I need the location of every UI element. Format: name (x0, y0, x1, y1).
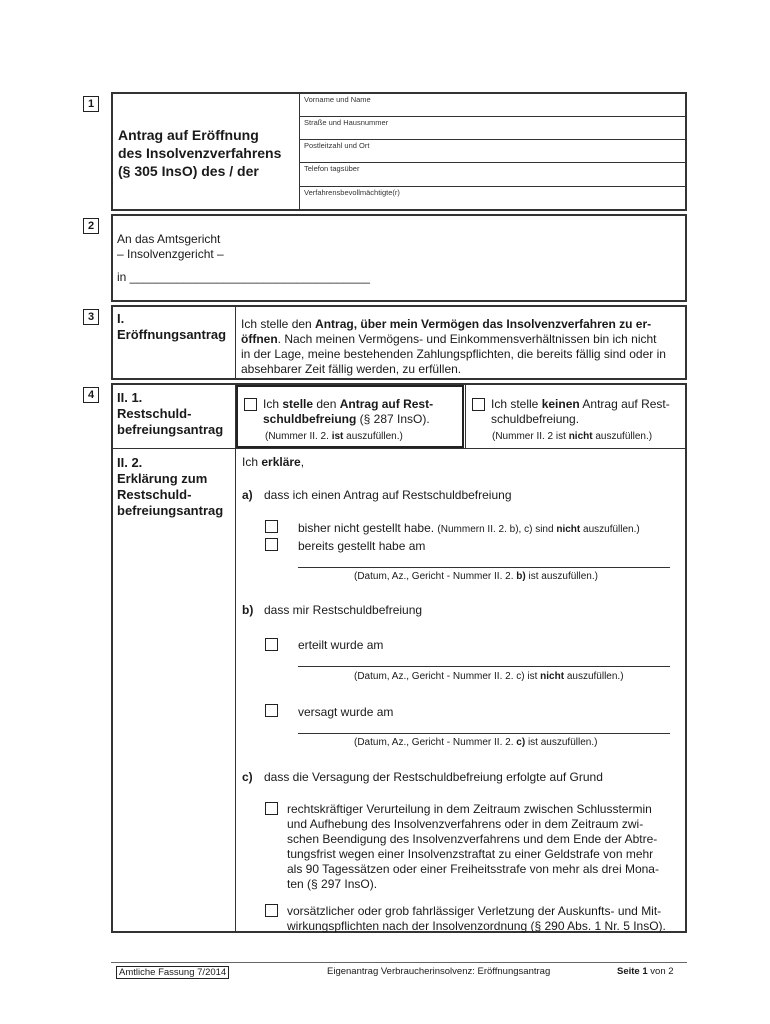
section-3-label: I. Eröffnungsantrag (117, 311, 227, 342)
already-filed-date-field[interactable] (298, 567, 670, 568)
no-rsb-request-checkbox[interactable] (472, 398, 485, 411)
already-filed-checkbox[interactable] (265, 538, 278, 551)
item-b-text: dass mir Restschuldbefreiung (264, 603, 423, 617)
criminal-conviction-checkbox[interactable] (265, 802, 278, 815)
declaration-intro: Ich erkläre, (242, 455, 305, 469)
duty-violation-checkbox[interactable] (265, 904, 278, 917)
request-rsb-text: Ich stelle den Antrag auf Rest- schuldbefreiung (§ 287 InsO). (263, 397, 434, 426)
item-b-letter: b) (242, 603, 254, 617)
court-address: An das Amtsgericht – Insolvenzgericht – (117, 232, 224, 261)
already-filed-note: (Datum, Az., Gericht - Nummer II. 2. b) ist auszufüllen.) (354, 571, 598, 582)
duty-violation-text: vorsätzlicher oder grob fahrlässiger Verletzung der Auskunfts- und Mit- wirkungspflichten nach der Insolvenzordnung (§ 290 Abs. 1 Nr. 5 InsO). (287, 904, 666, 933)
denied-text: versagt wurde am (298, 705, 394, 719)
version-badge: Amtliche Fassung 7/2014 (116, 966, 229, 979)
street-field[interactable]: Straße und Hausnummer (304, 118, 389, 127)
section-ii1-label: II. 1. Restschuld- befreiungsantrag (117, 390, 224, 437)
page-number: Seite 1 von 2 (617, 966, 674, 977)
item-c-letter: c) (242, 770, 253, 784)
opening-request-text: Ich stelle den Antrag, über mein Vermögen das Insolvenzverfahren zu er- öffnen. Nach meinen Vermögens- und Einkommensverhältnissen bin ich nicht in der Lage, meine bestehenden Zahlungspflichten, die bereits fällig sind oder in absehbarer Zeit fällig werden, zu erfüllen. (241, 317, 666, 376)
granted-text: erteilt wurde am (298, 638, 384, 652)
criminal-conviction-text: rechtskräftiger Verurteilung in dem Zeitraum zwischen Schlusstermin und Aufhebung des Insolvenzverfahrens oder in dem Zeitraum zwi- schen Beendigung des Insolvenzverfahrens und dem Ende der Abtre- tungsfrist wegen einer Insolvenzstraftat zu einer Geldstrafe von mehr als 90 Tagessätzen oder einer Freiheitsstrafe von mehr als drei Mona- ten (§ 297 InsO). (287, 802, 659, 891)
form-title: Antrag auf Eröffnung des Insolvenzverfahrens (§ 305 InsO) des / der (118, 127, 282, 179)
denied-checkbox[interactable] (265, 704, 278, 717)
name-field[interactable]: Vorname und Name (304, 95, 371, 104)
granted-date-field[interactable] (298, 666, 670, 667)
granted-checkbox[interactable] (265, 638, 278, 651)
section-number-3: 3 (83, 309, 99, 325)
court-location-field[interactable]: in ____________________________________ (117, 270, 370, 284)
footer-title: Eigenantrag Verbraucherinsolvenz: Eröffnungsantrag (327, 966, 551, 977)
already-filed-text: bereits gestellt habe am (298, 539, 426, 553)
phone-field[interactable]: Telefon tagsüber (304, 164, 360, 173)
no-rsb-request-note: (Nummer II. 2 ist nicht auszufüllen.) (492, 431, 653, 442)
request-rsb-checkbox[interactable] (244, 398, 257, 411)
denied-date-field[interactable] (298, 733, 670, 734)
denied-note: (Datum, Az., Gericht - Nummer II. 2. c) ist auszufüllen.) (354, 737, 598, 748)
granted-note: (Datum, Az., Gericht - Nummer II. 2. c) ist nicht auszufüllen.) (354, 671, 624, 682)
section-ii2-label: II. 2. Erklärung zum Restschuld- befreiungsantrag (117, 455, 224, 518)
item-a-letter: a) (242, 488, 253, 502)
not-filed-checkbox[interactable] (265, 520, 278, 533)
representative-field[interactable]: Verfahrensbevollmächtigte(r) (304, 188, 400, 197)
request-rsb-note: (Nummer II. 2. ist auszufüllen.) (265, 431, 403, 442)
section-number-4: 4 (83, 387, 99, 403)
section-number-1: 1 (83, 96, 99, 112)
item-c-text: dass die Versagung der Restschuldbefreiung erfolgte auf Grund (264, 770, 603, 784)
not-filed-text: bisher nicht gestellt habe. (Nummern II. 2. b), c) sind nicht auszufüllen.) (298, 521, 640, 535)
no-rsb-request-text: Ich stelle keinen Antrag auf Rest- schuldbefreiung. (491, 397, 670, 426)
item-a-text: dass ich einen Antrag auf Restschuldbefreiung (264, 488, 512, 502)
section-number-2: 2 (83, 218, 99, 234)
postal-city-field[interactable]: Postleitzahl und Ort (304, 141, 370, 150)
